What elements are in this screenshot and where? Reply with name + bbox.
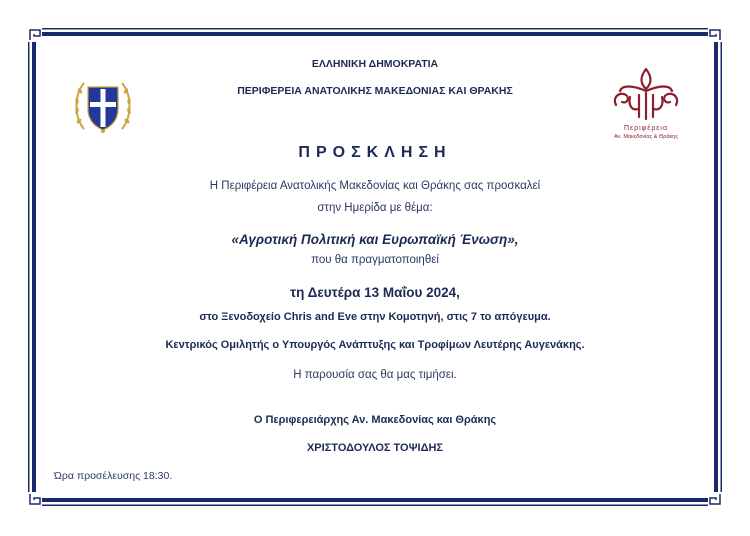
event-subject: «Αγροτική Πολιτική και Ευρωπαϊκή Ένωση», xyxy=(231,232,519,247)
ionic-capital-logo-icon xyxy=(610,65,682,145)
invitation-card xyxy=(40,40,710,494)
logo-text-line2: Αν. Μακεδονίας & Θράκης xyxy=(613,134,679,140)
arrival-time-note: Ώρα προσέλευσης 18:30. xyxy=(54,470,173,482)
keynote-speaker: Κεντρικός Ομιλητής ο Υπουργός Ανάπτυξης και Τροφίμων Λευτέρης Αυγενάκης. xyxy=(165,339,585,351)
invitation-text-line2: στην Ημερίδα με θέμα: xyxy=(317,202,433,214)
page-title: ΠΡΟΣΚΛΗΣΗ xyxy=(298,144,452,161)
closing-text: Η παρουσία σας θα μας τιμήσει. xyxy=(293,369,457,381)
signature-name: ΧΡΙΣΤΟΔΟΥΛΟΣ ΤΟΨΙΔΗΣ xyxy=(306,442,444,454)
event-date: τη Δευτέρα 13 Μαΐου 2024, xyxy=(290,285,460,300)
header-line1: ΕΛΛΗΝΙΚΗ ΔΗΜΟΚΡΑΤΙΑ xyxy=(311,58,439,70)
invitation-text-line1: Η Περιφέρεια Ανατολικής Μακεδονίας και Θράκης σας προσκαλεί xyxy=(209,180,541,192)
header-line2: ΠΕΡΙΦΕΡΕΙΑ ΑΝΑΤΟΛΙΚΗΣ ΜΑΚΕΔΟΝΙΑΣ ΚΑΙ ΘΡΑΚΗΣ xyxy=(237,85,513,97)
invitation-text-line3: που θα πραγματοποιηθεί xyxy=(311,254,439,266)
signature-role: Ο Περιφερειάρχης Αν. Μακεδονίας και Θράκης xyxy=(253,414,497,426)
event-venue: στο Ξενοδοχείο Chris and Eve στην Κομοτηνή, στις 7 το απόγευμα. xyxy=(199,311,551,323)
logo-text-line1: Περιφέρεια xyxy=(623,125,669,132)
greek-coat-of-arms-icon xyxy=(72,73,134,137)
